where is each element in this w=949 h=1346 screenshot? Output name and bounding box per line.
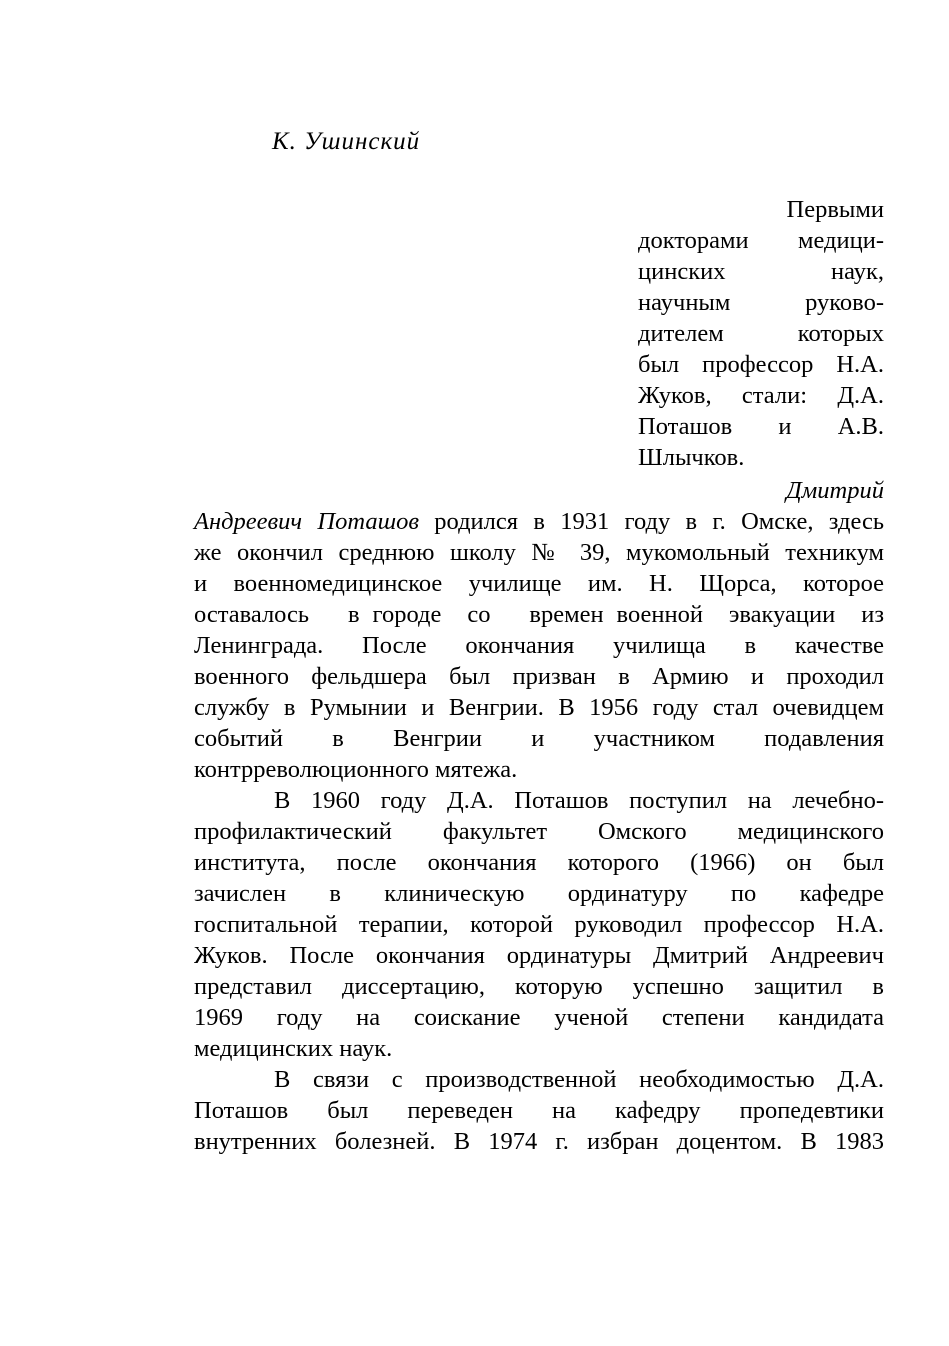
side-line: Поташов и А.В. <box>638 413 884 440</box>
epigraph-author: К. Ушинский <box>272 128 421 155</box>
paragraph-line: военного фельдшера был призван в Армию и проходил <box>194 663 884 690</box>
paragraph-line: же окончил среднюю школу № 39, мукомольный техникум <box>194 539 884 566</box>
paragraph-line: госпитальной терапии, которой руководил профессор Н.А. <box>194 911 884 938</box>
side-column-paragraph <box>638 194 884 473</box>
side-line: Первыми <box>786 196 884 223</box>
paragraph-line: медицинских наук. <box>194 1035 393 1062</box>
side-line: научным руково- <box>638 289 884 316</box>
paragraph-line: Поташов был переведен на кафедру пропедевтики <box>194 1097 884 1124</box>
paragraph-line: Ленинграда. После окончания училища в качестве <box>194 632 884 659</box>
paragraph-line: службу в Румынии и Венгрии. В 1956 году стал очевидцем <box>194 694 884 721</box>
paragraph-line: и военномедицинское училище им. Н. Щорса, которое <box>194 570 884 597</box>
paragraph-line: В связи с производственной необходимостью Д.А. <box>274 1066 884 1093</box>
person-name-rest: Андреевич Поташов <box>194 508 419 535</box>
paragraph-line: событий в Венгрии и участником подавления <box>194 725 884 752</box>
person-name-first: Дмитрий <box>786 477 884 504</box>
paragraph-line: оставалось в городе со времен военной эвакуации из <box>194 601 884 628</box>
side-line: дителем которых <box>638 320 884 347</box>
paragraph-line: внутренних болезней. В 1974 г. избран доцентом. В 1983 <box>194 1128 884 1155</box>
paragraph-line: представил диссертацию, которую успешно защитил в <box>194 973 884 1000</box>
side-line: Шлычков. <box>638 444 745 471</box>
side-line: был профессор Н.А. <box>638 351 884 378</box>
paragraph-line: 1969 году на соискание ученой степени кандидата <box>194 1004 884 1031</box>
main-text <box>194 475 884 1157</box>
side-line: докторами медици- <box>638 227 884 254</box>
paragraph-line <box>194 506 884 537</box>
side-line: Жуков, стали: Д.А. <box>638 382 884 409</box>
paragraph-line: института, после окончания которого (1966) он был <box>194 849 884 876</box>
paragraph-line: Жуков. После окончания ординатуры Дмитрий Андреевич <box>194 942 884 969</box>
paragraph-line: контрреволюционного мятежа. <box>194 756 518 783</box>
paragraph-line-tail: родился в 1931 году в г. Омске, здесь <box>418 508 884 535</box>
paragraph-line: зачислен в клиническую ординатуру по кафедре <box>194 880 884 907</box>
paragraph-line: профилактический факультет Омского медицинского <box>194 818 884 845</box>
side-line: цинских наук, <box>638 258 884 285</box>
paragraph-line: В 1960 году Д.А. Поташов поступил на лечебно- <box>274 787 884 814</box>
